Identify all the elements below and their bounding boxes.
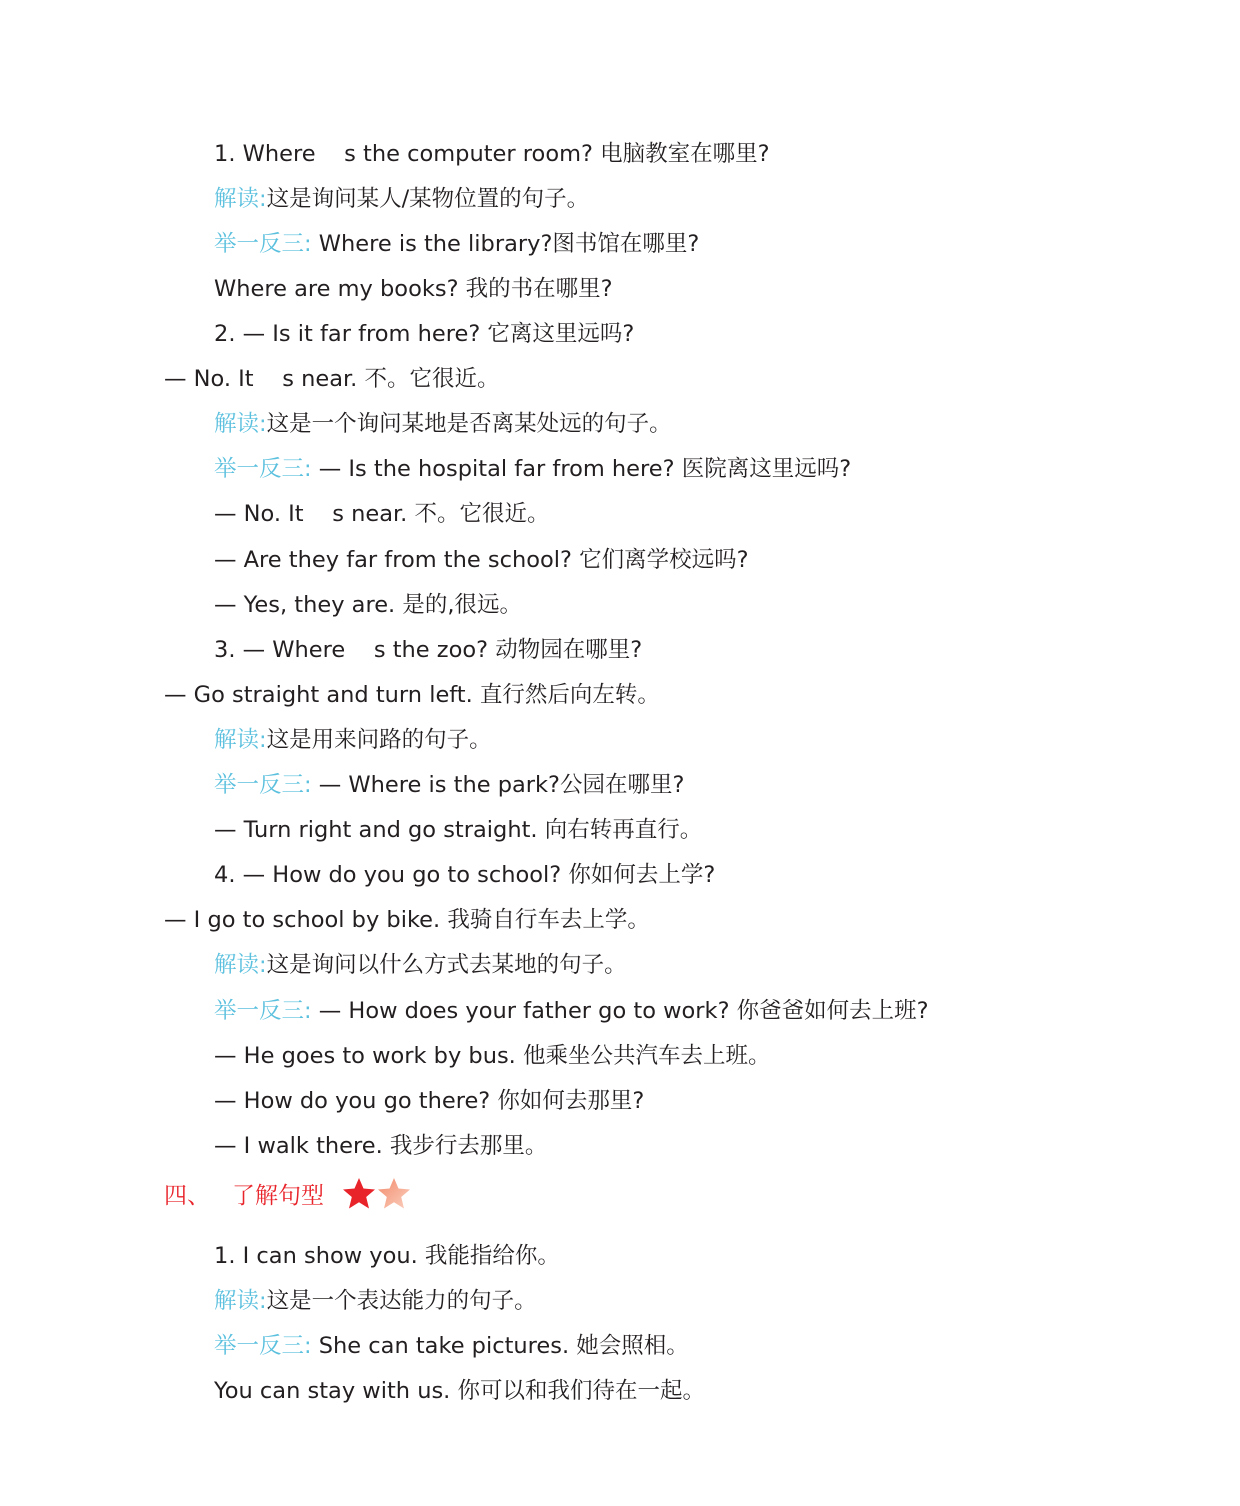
explanation-text: 这是用来问路的句子。 [266,727,492,753]
example-line-text: — Are they far from the school? 它们离学校远吗? [214,547,749,573]
example-line [214,274,613,304]
sentence-2-answer-text: — No. It s near. 不。它很近。 [164,366,500,392]
example-text: — Where is the park?公园在哪里? [311,772,685,798]
section-sentence-1-text: 1. I can show you. 我能指给你。 [214,1243,560,1269]
section-sentence-1 [214,1241,560,1271]
sentence-3 [214,635,642,665]
example-line [214,545,749,575]
example-line [214,815,702,845]
explanation-2 [214,409,672,439]
example-line-text: — He goes to work by bus. 他乘坐公共汽车去上班。 [214,1043,771,1069]
explanation-label: 解读: [214,1288,267,1314]
sentence-1-text: 1. Where s the computer room? 电脑教室在哪里? [214,141,770,167]
explanation-label: 解读: [214,727,267,753]
section-heading [164,1179,324,1213]
sentence-3-answer-text: — Go straight and turn left. 直行然后向左转。 [164,682,660,708]
sentence-1 [214,139,770,169]
sentence-3-text: 3. — Where s the zoo? 动物园在哪里? [214,637,643,663]
section-title: 了解句型 [232,1183,324,1209]
explanation-1 [214,184,589,214]
example-line-text: — How do you go there? 你如何去那里? [214,1088,645,1114]
star-icon [378,1178,410,1209]
section-example-line [214,1376,705,1406]
two-stars-icon [340,1175,414,1215]
example-text: Where is the library?图书馆在哪里? [311,231,700,257]
sentence-2-text: 2. — Is it far from here? 它离这里远吗? [214,321,635,347]
example-line-text: Where are my books? 我的书在哪里? [214,276,613,302]
explanation-3 [214,725,492,755]
example-4 [214,996,929,1026]
example-line [214,590,522,620]
explanation-4 [214,950,627,980]
example-line [214,1041,771,1071]
example-line-text: — I walk there. 我步行去那里。 [214,1133,548,1159]
example-label: 举一反三: [214,1333,312,1359]
example-line [214,499,549,529]
explanation-label: 解读: [214,952,267,978]
example-label: 举一反三: [214,456,312,482]
example-3 [214,770,684,800]
stars-svg [340,1175,414,1215]
example-line-text: You can stay with us. 你可以和我们待在一起。 [214,1378,705,1404]
sentence-3-answer [164,680,660,710]
section-number: 四、 [164,1183,210,1209]
example-line-text: — Turn right and go straight. 向右转再直行。 [214,817,703,843]
explanation-text: 这是一个询问某地是否离某处远的句子。 [266,411,672,437]
example-2 [214,454,851,484]
sentence-2 [214,319,634,349]
sentence-4-answer [164,905,650,935]
explanation-label: 解读: [214,411,267,437]
section-example-1 [214,1331,689,1361]
example-1 [214,229,699,259]
explanation-text: 这是一个表达能力的句子。 [266,1288,537,1314]
example-line [214,1086,644,1116]
sentence-4 [214,860,715,890]
example-text: — How does your father go to work? 你爸爸如何去上班? [311,998,929,1024]
example-line-text: — No. It s near. 不。它很近。 [214,501,550,527]
explanation-label: 解读: [214,186,267,212]
example-text: She can take pictures. 她会照相。 [311,1333,689,1359]
example-text: — Is the hospital far from here? 医院离这里远吗? [311,456,852,482]
star-icon [343,1178,375,1209]
example-label: 举一反三: [214,231,312,257]
sentence-2-answer [164,364,499,394]
example-line [214,1131,547,1161]
example-line-text: — Yes, they are. 是的,很远。 [214,592,523,618]
sentence-4-text: 4. — How do you go to school? 你如何去上学? [214,862,716,888]
sentence-4-answer-text: — I go to school by bike. 我骑自行车去上学。 [164,907,650,933]
section-explanation-1 [214,1286,537,1316]
example-label: 举一反三: [214,772,312,798]
explanation-text: 这是询问某人/某物位置的句子。 [266,186,590,212]
explanation-text: 这是询问以什么方式去某地的句子。 [266,952,627,978]
example-label: 举一反三: [214,998,312,1024]
